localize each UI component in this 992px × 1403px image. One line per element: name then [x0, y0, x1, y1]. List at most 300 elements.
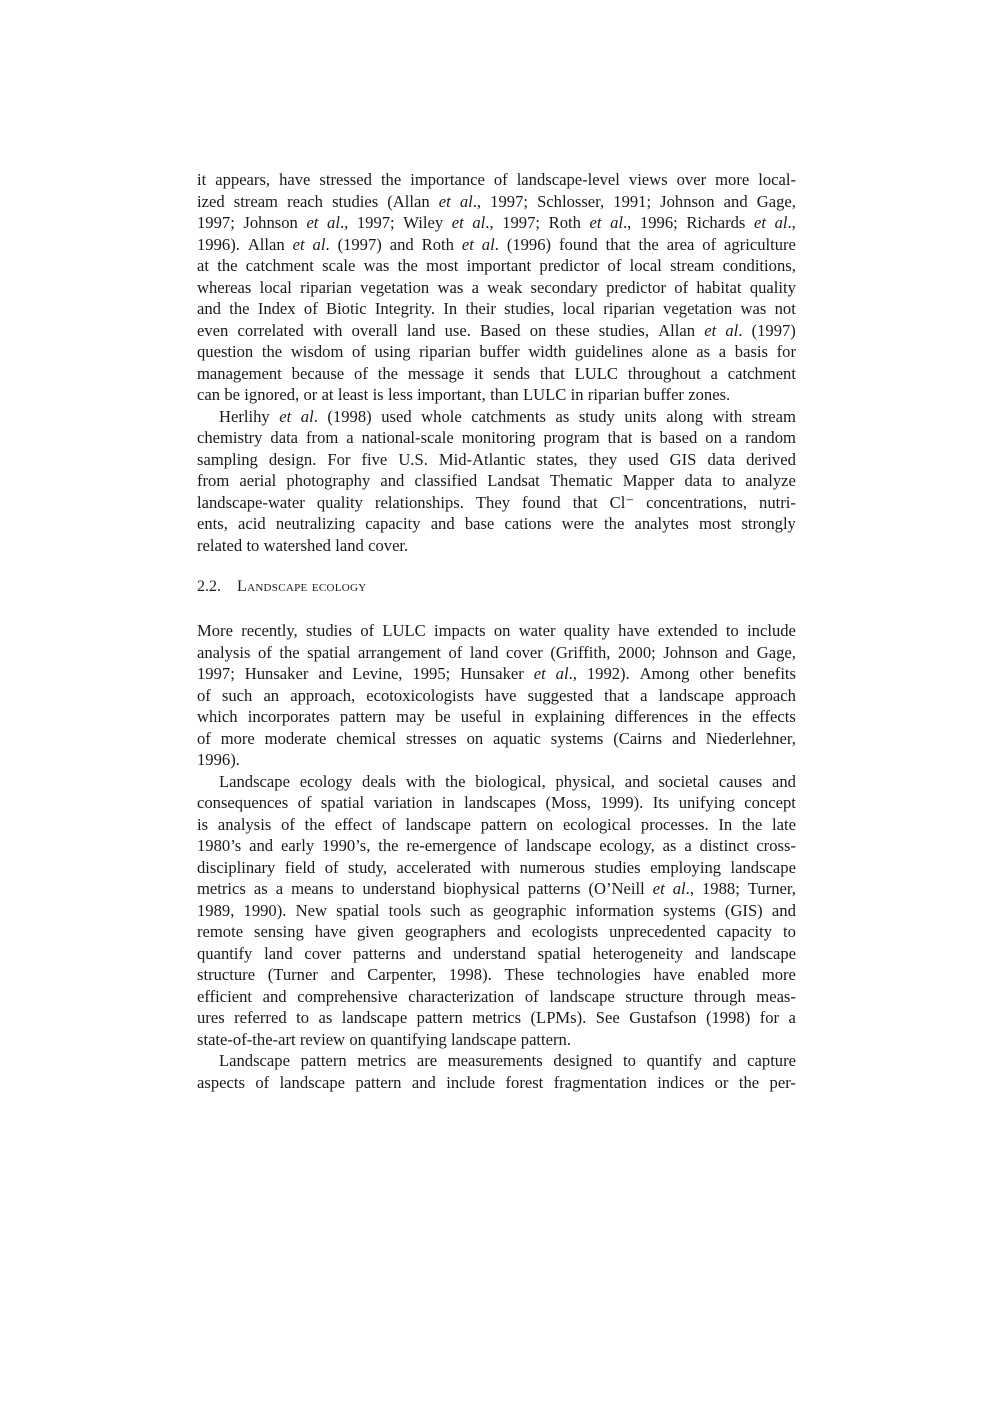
- word: landscape: [549, 986, 615, 1006]
- word: 1992).: [586, 664, 630, 683]
- word: Schlosser,: [537, 191, 605, 211]
- word: cover: [304, 943, 342, 963]
- word: to: [296, 1008, 310, 1027]
- word: of: [674, 277, 689, 297]
- word: patterns: [527, 879, 581, 898]
- word: employing: [650, 857, 722, 877]
- word: the: [378, 836, 399, 855]
- word: al.,: [610, 213, 632, 232]
- word: al.,: [327, 213, 349, 232]
- text-line: [197, 427, 796, 449]
- word: weak: [487, 277, 523, 297]
- text-line: [197, 921, 796, 943]
- word: 1997;: [502, 213, 541, 232]
- word: local-: [758, 170, 796, 189]
- word: used: [381, 406, 412, 426]
- word: appears,: [215, 170, 271, 189]
- word: for: [759, 1008, 780, 1027]
- word: of: [303, 299, 318, 318]
- word: (LPMs).: [530, 1008, 587, 1027]
- word: They: [475, 492, 510, 512]
- word: Hunsaker: [244, 664, 309, 683]
- word: of: [354, 363, 368, 383]
- word: riparian: [603, 299, 655, 318]
- paragraph: [197, 169, 796, 406]
- word: capacity: [365, 514, 421, 533]
- word: metrics: [357, 1051, 407, 1070]
- word: studies,: [598, 320, 650, 340]
- word: even: [197, 320, 229, 340]
- word: and: [380, 471, 405, 490]
- word: spatial: [336, 900, 380, 920]
- word: agriculture: [724, 234, 796, 254]
- word: as: [253, 879, 268, 898]
- word: stream: [233, 191, 278, 211]
- word: and: [430, 514, 455, 533]
- word: to: [341, 879, 355, 898]
- word: means: [291, 879, 334, 898]
- word: have: [314, 922, 347, 941]
- word: cross-: [756, 836, 796, 855]
- word: the: [738, 1072, 760, 1092]
- word: Landsat: [487, 471, 540, 490]
- text-line: [197, 663, 796, 685]
- word: the: [377, 363, 399, 383]
- word: Mid-Atlantic: [438, 449, 526, 469]
- word: landscape: [279, 1072, 345, 1092]
- word: arrangement: [358, 642, 441, 662]
- word: Gage,: [756, 642, 796, 662]
- word: a: [471, 277, 479, 297]
- word: cover: [505, 642, 543, 662]
- word: a: [729, 428, 738, 447]
- word: ized: [197, 191, 225, 211]
- word: landscape: [730, 943, 796, 963]
- word: to: [725, 621, 739, 640]
- word: comprehensive: [297, 986, 398, 1006]
- word: from: [197, 471, 230, 490]
- word: 1991;: [613, 191, 652, 211]
- word: et: [438, 191, 451, 211]
- word: a: [684, 836, 692, 855]
- word: have: [653, 965, 685, 984]
- word: the: [445, 771, 466, 791]
- text-line: [197, 1050, 796, 1072]
- word: and: [771, 900, 796, 920]
- word: may: [396, 707, 425, 726]
- word: be: [434, 707, 451, 726]
- word: that: [607, 428, 633, 447]
- word: enabled: [697, 965, 750, 984]
- word: biological,: [475, 771, 546, 791]
- word: using: [374, 342, 411, 361]
- word: management: [197, 363, 282, 383]
- word: include: [747, 621, 796, 640]
- word: photography: [286, 471, 371, 490]
- word: to: [246, 535, 260, 555]
- word: derived: [746, 449, 796, 469]
- word: importance: [410, 170, 485, 189]
- word: Its: [652, 793, 670, 812]
- word: See: [595, 1008, 620, 1027]
- word: riparian: [419, 342, 471, 361]
- word: aquatic: [493, 728, 541, 748]
- word: analyze: [745, 471, 796, 490]
- word: landscape-level: [516, 170, 620, 189]
- word: et: [306, 213, 319, 232]
- text-line: [197, 685, 796, 707]
- word: on: [705, 428, 722, 447]
- word: ignored,: [244, 385, 300, 404]
- word: (1998): [327, 406, 372, 426]
- word: landscape: [405, 814, 471, 834]
- word: such: [221, 685, 253, 705]
- word: Johnson: [663, 642, 718, 662]
- word: least: [337, 385, 369, 404]
- text-line: [197, 341, 796, 363]
- word: al.: [312, 234, 330, 254]
- word: 1997;: [197, 213, 235, 232]
- word: U.S.: [398, 449, 428, 469]
- word: Allan: [247, 234, 285, 254]
- word: study,: [348, 857, 388, 877]
- word: that: [604, 685, 630, 705]
- word: metrics: [472, 1008, 522, 1027]
- word: al.: [725, 320, 743, 340]
- word: Landscape: [219, 1051, 290, 1070]
- word: and: [389, 234, 414, 254]
- word: five: [361, 449, 388, 469]
- word: field: [284, 857, 316, 877]
- word: numerous: [519, 857, 586, 877]
- word: basis: [734, 342, 768, 361]
- section-title: Landscape ecology: [237, 578, 367, 595]
- text-line: [197, 749, 796, 771]
- word: are: [416, 1051, 438, 1070]
- word: al.: [300, 406, 318, 426]
- word: These: [504, 965, 545, 984]
- word: question: [197, 342, 254, 361]
- word: the: [397, 256, 418, 275]
- word: et: [451, 213, 464, 232]
- text-line: [197, 728, 796, 750]
- word: riparian: [587, 385, 640, 404]
- word: over: [676, 170, 707, 189]
- word: sensing: [254, 922, 304, 941]
- word: land: [335, 535, 364, 555]
- word: and: [197, 299, 221, 318]
- word: is: [197, 814, 209, 834]
- text-line: [197, 169, 796, 191]
- word: and: [417, 943, 442, 963]
- word: Johnson: [660, 191, 715, 211]
- word: capacity: [716, 922, 773, 941]
- word: catchment: [727, 363, 796, 383]
- word: and: [723, 191, 748, 211]
- word: to: [722, 471, 736, 490]
- word: on: [493, 621, 511, 640]
- word: or: [303, 385, 318, 404]
- word: vegetation: [663, 299, 733, 318]
- word: Niederlehner,: [705, 728, 796, 748]
- paragraph: [197, 771, 796, 1051]
- word: on: [466, 728, 484, 748]
- word: or: [714, 1072, 729, 1092]
- word: review: [299, 1029, 346, 1049]
- word: Landscape: [219, 771, 290, 791]
- word: per-: [769, 1072, 796, 1092]
- word: suggested: [527, 685, 594, 705]
- word: acid: [238, 514, 266, 533]
- word: most: [426, 256, 459, 275]
- word: of: [381, 814, 396, 834]
- word: water: [518, 621, 556, 640]
- text-line: [197, 814, 796, 836]
- word: 1980’s: [197, 836, 242, 855]
- word: measurements: [447, 1051, 543, 1070]
- word: based: [659, 428, 698, 447]
- section-body-1: [197, 169, 796, 556]
- word: structure: [625, 986, 684, 1006]
- word: was: [437, 277, 464, 297]
- word: systems: [663, 900, 716, 920]
- text-line: [197, 1007, 796, 1029]
- word: of: [493, 170, 508, 189]
- word: given: [357, 922, 394, 941]
- word: Allan: [658, 320, 696, 340]
- word: the: [604, 514, 625, 533]
- word: with: [405, 771, 436, 791]
- word: as: [469, 900, 484, 920]
- word: (Turner: [267, 965, 318, 984]
- word: et: [533, 664, 546, 683]
- word: (GIS): [724, 900, 763, 920]
- word: GIS: [669, 449, 697, 469]
- word: societal: [658, 771, 710, 791]
- word: more: [761, 965, 796, 984]
- word: land: [469, 642, 499, 662]
- word: and: [411, 1072, 436, 1092]
- word: the: [638, 234, 659, 254]
- word: strongly: [741, 514, 796, 533]
- word: pattern: [339, 707, 386, 726]
- word: zones.: [688, 385, 731, 404]
- text-line: [197, 878, 796, 900]
- word: Biotic: [326, 299, 367, 318]
- word: predictor: [539, 256, 600, 275]
- word: spatial: [537, 943, 581, 963]
- word: quality: [749, 277, 796, 297]
- word: stream: [751, 406, 796, 426]
- word: In: [718, 814, 733, 834]
- word: benefits: [743, 664, 796, 683]
- word: on: [349, 1029, 366, 1049]
- word: et: [704, 320, 717, 340]
- word: in: [511, 707, 525, 726]
- word: monitoring: [461, 428, 536, 447]
- word: a: [275, 879, 284, 898]
- word: of: [281, 814, 295, 834]
- word: al.,: [555, 664, 577, 683]
- word: ecologists: [531, 922, 599, 941]
- word: and: [671, 728, 696, 748]
- word: concept: [744, 793, 796, 812]
- word: causes: [718, 771, 763, 791]
- word: landscapes: [464, 793, 537, 812]
- word: (1997): [751, 320, 796, 340]
- word: studies: [594, 857, 641, 877]
- word: analytes: [634, 514, 689, 533]
- word: re-emergence: [406, 836, 497, 855]
- word: designed: [553, 1051, 613, 1070]
- word: disciplinary: [197, 857, 276, 877]
- word: concentrations,: [646, 492, 748, 512]
- word: more: [715, 170, 750, 189]
- word: other: [699, 664, 734, 683]
- word: LULC: [382, 621, 426, 640]
- word: of: [324, 857, 339, 877]
- word: 1999).: [600, 793, 644, 812]
- word: and: [694, 943, 719, 963]
- text-line: [197, 771, 796, 793]
- word: (Griffith,: [550, 642, 611, 662]
- word: al.,: [472, 213, 494, 232]
- word: sends: [493, 363, 530, 383]
- word: capture: [747, 1051, 796, 1070]
- text-line: [197, 620, 796, 642]
- word: as: [318, 1008, 333, 1027]
- word: use.: [444, 320, 471, 340]
- word: buffer: [643, 385, 684, 404]
- word: local: [562, 299, 595, 318]
- word: 1990).: [243, 900, 287, 920]
- word: (1997): [337, 234, 382, 254]
- word: late: [772, 814, 796, 834]
- text-line: [197, 900, 796, 922]
- word: unprecedented: [609, 922, 706, 941]
- word: deals: [362, 771, 397, 791]
- word: (Cairns: [613, 728, 663, 748]
- word: efficient: [197, 986, 252, 1006]
- word: et: [292, 234, 305, 254]
- word: landscape: [525, 836, 592, 855]
- word: of: [702, 234, 717, 254]
- word: is: [640, 428, 652, 447]
- word: patterns: [353, 943, 406, 963]
- word: and: [330, 965, 355, 984]
- text-line: [197, 363, 796, 385]
- word: LULC: [574, 363, 618, 383]
- word: design.: [268, 449, 317, 469]
- word: the: [721, 707, 742, 726]
- word: 1990’s,: [321, 836, 371, 855]
- word: 1989,: [197, 900, 235, 920]
- word: base: [464, 514, 495, 533]
- word: less: [387, 385, 413, 404]
- word: sampling: [197, 449, 258, 469]
- word: remote: [197, 922, 244, 941]
- word: pattern: [300, 1051, 347, 1070]
- word: Index: [257, 299, 296, 318]
- word: riparian: [300, 277, 352, 297]
- word: with: [312, 320, 343, 340]
- word: (1996): [506, 234, 552, 254]
- word: ecology,: [599, 836, 655, 855]
- word: as: [662, 836, 677, 855]
- text-line: [197, 470, 796, 492]
- word: found: [522, 492, 561, 512]
- word: overall: [351, 320, 398, 340]
- word: be: [224, 385, 240, 404]
- word: 1998).: [448, 965, 492, 984]
- word: accelerated: [396, 857, 472, 877]
- text-line: [197, 320, 796, 342]
- text-line: [197, 277, 796, 299]
- word: ecotoxicologists: [366, 685, 475, 705]
- word: forest: [505, 1072, 544, 1092]
- word: not: [774, 299, 796, 318]
- word: predictor: [606, 277, 666, 297]
- word: 1996;: [639, 213, 678, 232]
- word: Thematic: [549, 471, 613, 490]
- word: ecology: [299, 771, 353, 791]
- word: landscape: [730, 857, 796, 877]
- word: pattern: [355, 1072, 402, 1092]
- word: a: [640, 685, 648, 705]
- word: these: [555, 320, 590, 340]
- word: tools: [388, 900, 421, 920]
- word: indices: [657, 1072, 705, 1092]
- word: 1997;: [490, 191, 528, 211]
- word: al.: [481, 234, 499, 254]
- word: and: [318, 664, 343, 683]
- word: heterogeneity: [592, 943, 684, 963]
- word: landscape-water: [197, 492, 305, 512]
- word: New: [295, 900, 327, 920]
- word: For: [327, 449, 351, 469]
- word: a: [710, 363, 718, 383]
- word: fragmentation: [553, 1072, 647, 1092]
- word: information: [575, 900, 654, 920]
- word: for: [776, 342, 796, 361]
- word: catchment: [245, 256, 314, 275]
- word: aerial: [239, 471, 277, 490]
- word: 1997;: [197, 664, 235, 683]
- word: the: [742, 814, 763, 834]
- word: ents,: [197, 514, 228, 533]
- word: Carpenter,: [367, 965, 437, 984]
- word: as: [555, 406, 570, 426]
- word: incorporates: [247, 707, 330, 726]
- text-line: [197, 642, 796, 664]
- word: et: [279, 406, 292, 426]
- paragraph: [197, 1050, 796, 1093]
- text-line: [197, 513, 796, 535]
- word: message: [407, 363, 465, 383]
- word: Among: [639, 664, 690, 683]
- word: Roth: [421, 234, 454, 254]
- word: understand: [362, 879, 436, 898]
- text-line: [197, 384, 796, 406]
- word: buffer: [479, 342, 520, 361]
- word: secondary: [530, 277, 598, 297]
- paragraph: [197, 406, 796, 557]
- word: quality: [563, 621, 610, 640]
- word: (Allan: [387, 191, 430, 211]
- word: Wiley: [403, 213, 444, 232]
- word: data: [707, 449, 736, 469]
- word: Levine,: [352, 664, 403, 683]
